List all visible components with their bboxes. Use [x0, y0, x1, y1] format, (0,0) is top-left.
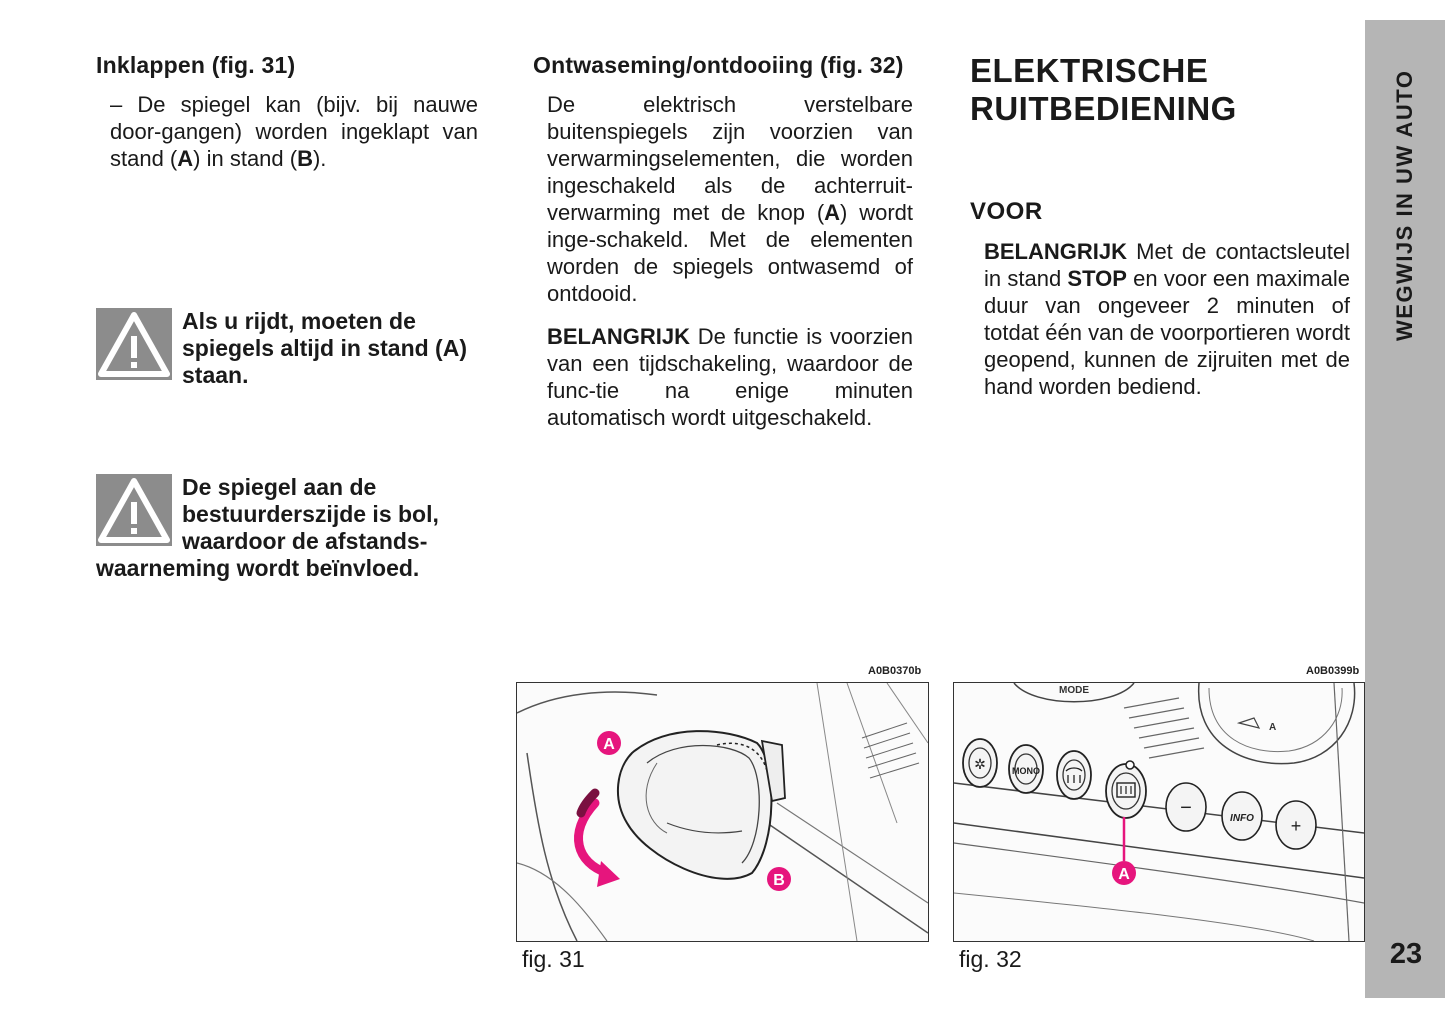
- text-fragment: ) in stand (: [193, 146, 298, 171]
- figure-32: [953, 682, 1365, 942]
- text-fragment: De elektrisch verstelbare buitenspiegels zijn voorzien van verwarmingselementen, die worden ingeschakeld als de achterruit-verwarming met de knop (: [547, 92, 913, 225]
- button-info-label: INFO: [1230, 813, 1254, 824]
- label-b: B: [297, 146, 313, 171]
- main-title: [970, 52, 1350, 128]
- vent-mode-label: MODE: [1059, 685, 1089, 696]
- label-a: A: [177, 146, 194, 171]
- fan-icon: ✲: [974, 757, 986, 773]
- heading-ontwaseming: Ontwaseming/ontdooiing (fig. 32): [533, 52, 904, 78]
- indicator-led: [1126, 761, 1134, 769]
- keyword-stop: STOP: [1067, 266, 1127, 291]
- figure-32-code: A0B0399b: [1306, 665, 1360, 677]
- dial-a-label: A: [1269, 722, 1277, 733]
- column-left: [96, 52, 478, 188]
- heading-inklappen: Inklappen (fig. 31): [96, 52, 296, 78]
- section-heading-voor: VOOR: [970, 198, 1043, 225]
- button-mono-label: MONO: [1012, 766, 1040, 776]
- mirror-illustration: [517, 683, 928, 941]
- page-number: 23: [1389, 938, 1423, 970]
- paragraph-ontwaseming: [533, 91, 913, 307]
- console-illustration: [954, 683, 1364, 941]
- text-fragment: Met de contactsleutel in stand: [984, 239, 1350, 291]
- keyword-belangrijk: BELANGRIJK: [984, 239, 1128, 264]
- marker-b-text: B: [773, 872, 785, 889]
- title-line-2: RUITBEDIENING: [970, 90, 1237, 127]
- label-a: A: [824, 200, 841, 225]
- text-fragment: De functie is voorzien van een tijdschakeling, waardoor de func-tie na enige minuten automatisch wordt uitgeschakeld.: [547, 324, 913, 430]
- button-plus-label: +: [1290, 816, 1302, 836]
- marker-a-text: A: [1118, 866, 1130, 883]
- text-fragment: en voor een maximale duur van ongeveer 2 minuten of totdat één van de voorportieren wordt geopend, kunnen de zijruiten met de hand worden bediend.: [984, 266, 1350, 399]
- paragraph-belangrijk: [533, 323, 913, 431]
- warning-text-1: Als u rijdt, moeten de spiegels altijd in stand (A) staan.: [182, 308, 467, 388]
- text-fragment: ).: [312, 146, 327, 171]
- figure-31-label: fig. 31: [522, 946, 585, 972]
- text-fragment: – De spiegel kan (bijv. bij nauwe door-gangen) worden ingeklapt van stand (: [110, 92, 478, 171]
- text-fragment: ) wordt inge-schakeld. Met de elementen worden de spiegels ontwasemd of ontdooid.: [547, 200, 913, 306]
- paragraph-voor: [970, 238, 1350, 400]
- button-minus-label: −: [1180, 797, 1192, 819]
- warning-box-1: [96, 308, 478, 389]
- marker-a-text: A: [603, 736, 615, 753]
- keyword-belangrijk: BELANGRIJK: [547, 324, 691, 349]
- figure-31: [516, 682, 929, 942]
- warning-triangle-icon: [96, 308, 172, 380]
- figure-32-label: fig. 32: [959, 946, 1022, 972]
- paragraph-inklappen: [96, 91, 478, 172]
- chapter-title: WEGWIJS IN UW AUTO: [1392, 69, 1417, 341]
- warning-box-2: [96, 474, 478, 582]
- column-right: [970, 52, 1350, 416]
- warning-triangle-icon: [96, 474, 172, 546]
- title-line-1: ELEKTRISCHE: [970, 52, 1209, 89]
- warning-text-2: De spiegel aan de bestuurderszijde is bol, waardoor de afstands-waarneming wordt beïnvloed.: [96, 474, 439, 581]
- column-middle: [533, 52, 913, 447]
- figure-31-code: A0B0370b: [868, 665, 922, 677]
